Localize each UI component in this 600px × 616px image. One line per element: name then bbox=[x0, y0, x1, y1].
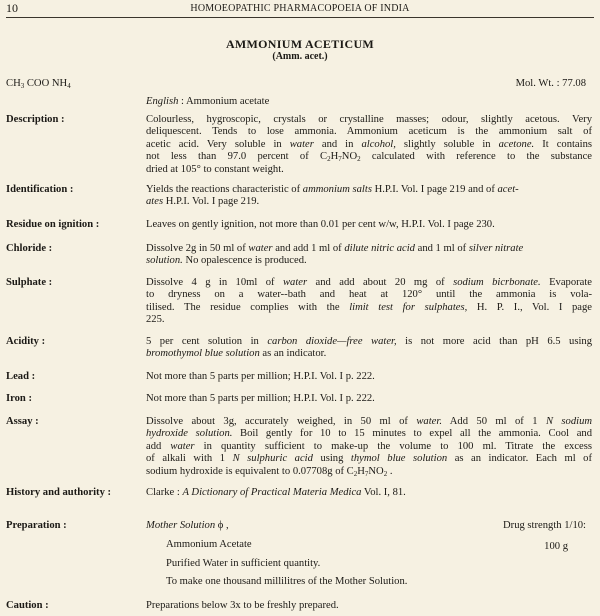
preparation-instruction: To make one thousand millilitres of the Mother Solution. bbox=[166, 576, 408, 587]
drug-strength: Drug strength 1/10: bbox=[503, 520, 586, 531]
monograph-abbreviation: (Amm. acet.) bbox=[272, 51, 328, 62]
page-number: 10 bbox=[6, 1, 18, 15]
chloride-label: Chloride : bbox=[6, 243, 53, 254]
lead-label: Lead : bbox=[6, 371, 36, 382]
history-label: History and authority : bbox=[6, 487, 112, 498]
caution-label: Caution : bbox=[6, 600, 49, 611]
acidity-label: Acidity : bbox=[6, 336, 46, 347]
iron-text: Not more than 5 parts per million; H.P.I. Vol. I p. 222. bbox=[146, 393, 375, 404]
preparation-label: Preparation : bbox=[6, 520, 67, 531]
chloride-text: Dissolve 2g in 50 ml of water and add 1 ml of dilute nitric acid and 1 ml of silver nitrate solution. No opalescence is produced. bbox=[146, 243, 524, 267]
residue-label: Residue on ignition : bbox=[6, 219, 100, 230]
acidity-text: 5 per cent solution in carbon dioxide—free water, is not more acid than pH 6.5 using bromothymol blue solution as an indicator. bbox=[146, 336, 593, 360]
identification-label: Identification : bbox=[6, 184, 74, 195]
preparation-section bbox=[6, 520, 592, 590]
molecular-weight: Mol. Wt. : 77.08 bbox=[515, 78, 586, 89]
caution-text: Preparations below 3x to be freshly prepared. bbox=[146, 600, 339, 611]
ingredient-quantity: 100 g bbox=[544, 541, 568, 552]
preparation-text bbox=[146, 520, 592, 590]
lead-text: Not more than 5 parts per million; H.P.I. Vol. I p. 222. bbox=[146, 371, 375, 382]
english-name: English : Ammonium acetate bbox=[146, 96, 270, 107]
assay-label: Assay : bbox=[6, 416, 39, 427]
ingredient-ammonium-acetate: Ammonium Acetate bbox=[166, 539, 252, 550]
description-text: Colourless, hygroscopic, crystals or crystalline masses; odour, slightly acetous. Very deliquescent. Tends to lose ammonia. Ammonium aceticum is the ammonium salt of acetic acid. Very soluble in water and in alcohol, slightly soluble in acetone. It contains not less than 97.0 percent of $C_2H_7NO_2$ calculated with reference to the substance dried at 105° to constant weight. bbox=[146, 114, 592, 175]
description-label: Description : bbox=[6, 114, 65, 125]
monograph-title: AMMONIUM ACETICUM bbox=[225, 37, 375, 51]
mother-solution-heading: Mother Solution ϕ , bbox=[146, 520, 229, 531]
chemical-formula: $CH_3$ COO $NH_4$ bbox=[6, 78, 71, 90]
assay-text: Dissolve about 3g, accurately weighed, in 50 ml of water. Add 50 ml of 1 N sodium hydroxide solution. Boil gently for 10 to 15 minutes to expel all the ammonia. Cool and add water in quantity sufficient to make-up the volume to 100 ml. Titrate the excess of alkali with 1 N sulphuric acid using thymol blue solution as an indicator. Each ml of sodium hydroxide is equivalent to 0.07708g of $C_2H_7NO_2$ . bbox=[146, 416, 593, 478]
sulphate-label: Sulphate : bbox=[6, 277, 53, 288]
sulphate-text: Dissolve 4 g in 10ml of water and add about 20 mg of sodium bicrbonate. Evaporate to dryness on a water--bath and heat at 120° until the ammonia is vola- tilised. The residue complies with the limit test for sulphates, H. P. I., Vol. I page 225. bbox=[146, 277, 593, 326]
ingredient-purified-water: Purified Water in sufficient quantity. bbox=[166, 558, 321, 569]
running-title: HOMOEOPATHIC PHARMACOPOEIA OF INDIA bbox=[190, 3, 410, 14]
running-header bbox=[6, 2, 594, 16]
header-divider bbox=[6, 17, 594, 18]
residue-text: Leaves on gently ignition, not more than 0.01 per cent w/w, H.P.I. Vol. I page 230. bbox=[146, 219, 495, 230]
history-text: Clarke : A Dictionary of Practical Materia Medica Vol. I, 81. bbox=[146, 487, 406, 498]
identification-text: Yields the reactions characteristic of ammonium salts H.P.I. Vol. I page 219 and of acet- ates H.P.I. Vol. I page 219. bbox=[146, 184, 519, 208]
iron-label: Iron : bbox=[6, 393, 32, 404]
